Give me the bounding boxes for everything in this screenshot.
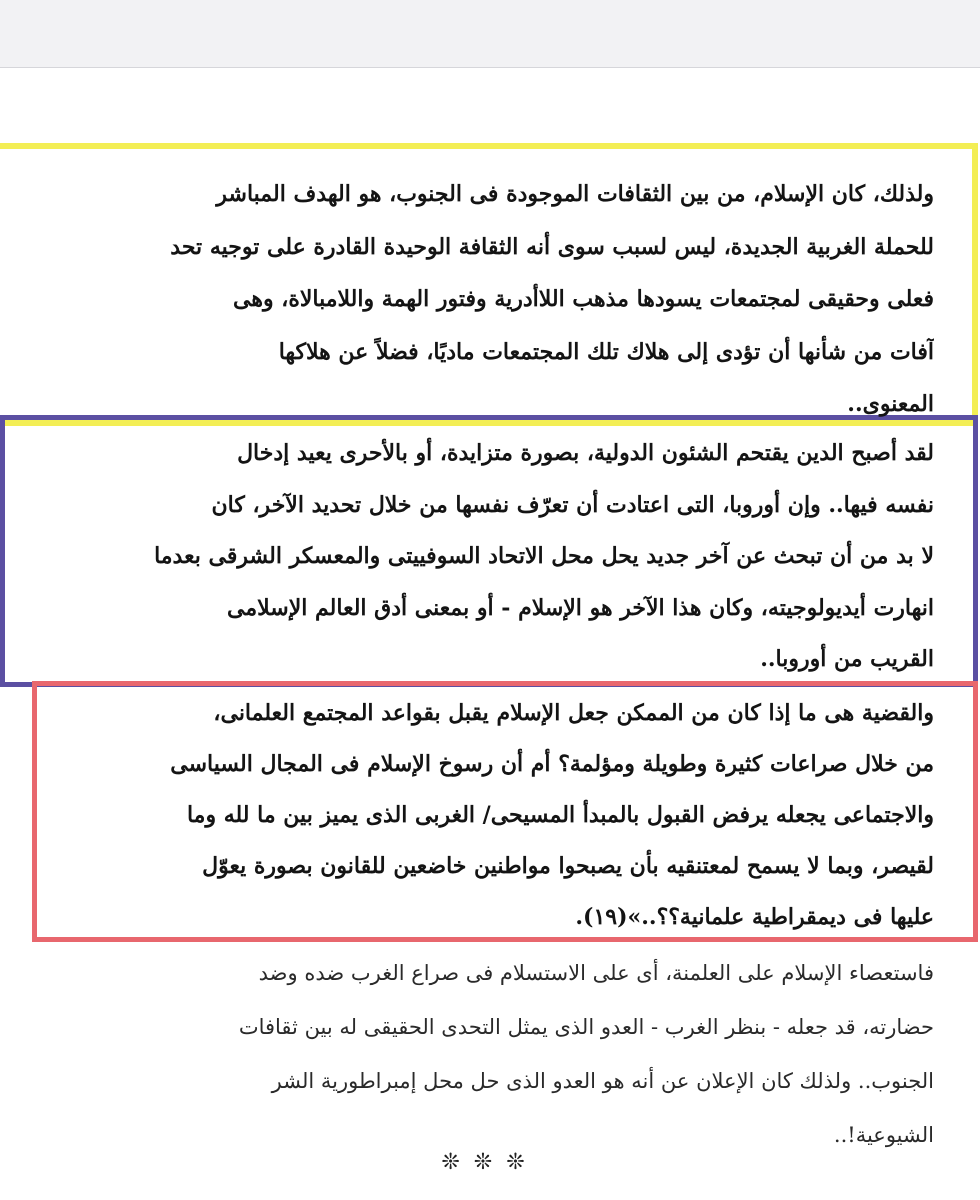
text-line: للحملة الغربية الجديدة، ليس لسبب سوى أنه الثقافة الوحيدة القادرة على توجيه تحد <box>170 233 934 260</box>
text-line: عليها فى ديمقراطية علمانية؟؟..»(١٩). <box>575 904 934 930</box>
paragraph-1 <box>50 168 934 431</box>
text-line: من خلال صراعات كثيرة وطويلة ومؤلمة؟ أم أن رسوخ الإسلام فى المجال السياسى <box>170 751 934 777</box>
text-line: والقضية هى ما إذا كان من الممكن جعل الإسلام يقبل بقواعد المجتمع العلمانى، <box>213 700 934 726</box>
paragraph-2 <box>50 428 934 686</box>
paragraph-4 <box>50 946 934 1162</box>
text-line: حضارته، قد جعله - بنظر الغرب - العدو الذى يمثل التحدى الحقيقى له بين ثقافات <box>238 1015 934 1039</box>
viewer-top-bar <box>0 0 980 68</box>
text-line: القريب من أوروبا.. <box>760 646 934 672</box>
text-line: ولذلك، كان الإسلام، من بين الثقافات الموجودة فى الجنوب، هو الهدف المباشر <box>216 181 934 207</box>
text-line: انهارت أيديولوجيته، وكان هذا الآخر هو الإسلام - أو بمعنى أدق العالم الإسلامى <box>227 594 934 621</box>
text-line: لقد أصبح الدين يقتحم الشئون الدولية، بصورة متزايدة، أو بالأحرى يعيد إدخال <box>237 440 934 466</box>
text-line: الشيوعية!.. <box>833 1123 934 1147</box>
section-divider-ornament: ❊❊❊ <box>441 1150 539 1175</box>
text-line: نفسه فيها.. وإن أوروبا، التى اعتادت أن تعرّف نفسها من خلال تحديد الآخر، كان <box>211 491 934 518</box>
paragraph-3 <box>50 688 934 943</box>
text-line: فعلى وحقيقى لمجتمعات يسودها مذهب اللاأدرية وفتور الهمة واللامبالاة، وهى <box>233 286 934 312</box>
text-line: آفات من شأنها أن تؤدى إلى هلاك تلك المجتمعات ماديًا، فضلاً عن هلاكها <box>278 338 934 365</box>
text-line: والاجتماعى يجعله يرفض القبول بالمبدأ المسيحى/ الغربى الذى يميز بين ما لله وما <box>186 802 934 828</box>
text-line: المعنوى.. <box>847 391 934 417</box>
text-line: الجنوب.. ولذلك كان الإعلان عن أنه هو العدو الذى حل محل إمبراطورية الشر <box>271 1069 934 1093</box>
text-line: لا بد من أن تبحث عن آخر جديد يحل محل الاتحاد السوفييتى والمعسكر الشرقى بعدما <box>154 543 934 569</box>
text-line: فاستعصاء الإسلام على العلمنة، أى على الاستسلام فى صراع الغرب ضده وضد <box>258 961 934 985</box>
text-line: لقيصر، وبما لا يسمح لمعتنقيه بأن يصبحوا مواطنين خاضعين للقانون بصورة يعوّل <box>202 853 934 879</box>
